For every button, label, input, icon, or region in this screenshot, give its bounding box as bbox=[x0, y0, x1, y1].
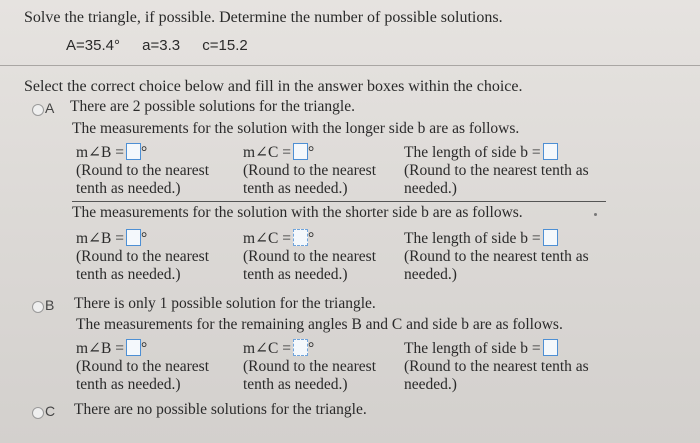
b-mC-group: m∠C = ° (Round to the nearest tenth as needed.) bbox=[243, 340, 377, 393]
given-side-a: a=3.3 bbox=[142, 37, 181, 54]
choice-b-statement: There is only 1 possible solution for the triangle. bbox=[74, 295, 376, 312]
b-mC-input[interactable] bbox=[293, 339, 308, 356]
b-side-label: The length of side b = bbox=[404, 340, 541, 357]
a-long-side-label: The length of side b = bbox=[404, 144, 541, 161]
choice-c-letter: C bbox=[45, 403, 56, 419]
a-long-side-input[interactable] bbox=[543, 143, 558, 160]
given-side-c: c=15.2 bbox=[202, 37, 248, 54]
choice-a-longer-header: The measurements for the solution with the longer side b are as follows. bbox=[72, 120, 520, 137]
stray-dot bbox=[594, 213, 597, 216]
given-values bbox=[66, 37, 266, 54]
a-short-side-input[interactable] bbox=[543, 229, 558, 246]
a-long-mB-label: m∠B = bbox=[76, 144, 124, 161]
given-angle-A: A=35.4° bbox=[66, 37, 120, 54]
choice-a-radio[interactable] bbox=[32, 104, 44, 116]
a-long-mB-group: m∠B = ° (Round to the nearest tenth as needed.) bbox=[76, 144, 210, 197]
a-short-side-label: The length of side b = bbox=[404, 230, 541, 247]
question-title: Solve the triangle, if possible. Determine the number of possible solutions. bbox=[24, 9, 503, 26]
choice-a-shorter-header: The measurements for the solution with the shorter side b are as follows. bbox=[72, 204, 523, 221]
b-mB-group: m∠B = ° (Round to the nearest tenth as needed.) bbox=[76, 340, 210, 393]
b-mB-label: m∠B = bbox=[76, 340, 124, 357]
b-mB-input[interactable] bbox=[126, 339, 141, 356]
choice-c-radio[interactable] bbox=[32, 407, 44, 419]
a-short-mB-group: m∠B = ° (Round to the nearest tenth as needed.) bbox=[76, 230, 210, 283]
choice-b-header: The measurements for the remaining angles B and C and side b are as follows. bbox=[76, 316, 563, 333]
choice-b-letter: B bbox=[45, 297, 55, 313]
a-long-mC-input[interactable] bbox=[293, 143, 308, 160]
b-side-input[interactable] bbox=[543, 339, 558, 356]
a-long-mC-label: m∠C = bbox=[243, 144, 291, 161]
section-divider bbox=[0, 65, 700, 66]
choice-a-separator bbox=[72, 201, 606, 202]
a-short-mB-label: m∠B = bbox=[76, 230, 124, 247]
b-side-group: The length of side b = (Round to the nearest tenth as needed.) bbox=[404, 340, 589, 393]
instruction-text: Select the correct choice below and fill in the answer boxes within the choice. bbox=[24, 78, 523, 95]
a-long-mC-group: m∠C = ° (Round to the nearest tenth as needed.) bbox=[243, 144, 377, 197]
a-short-side-group: The length of side b = (Round to the nearest tenth as needed.) bbox=[404, 230, 589, 283]
choice-a-letter: A bbox=[45, 100, 55, 116]
choice-b-radio[interactable] bbox=[32, 301, 44, 313]
a-short-mB-input[interactable] bbox=[126, 229, 141, 246]
a-short-mC-group: m∠C = ° (Round to the nearest tenth as needed.) bbox=[243, 230, 377, 283]
a-long-side-group: The length of side b = (Round to the nearest tenth as needed.) bbox=[404, 144, 589, 197]
a-short-mC-input[interactable] bbox=[293, 229, 308, 246]
choice-c-statement: There are no possible solutions for the triangle. bbox=[74, 401, 367, 418]
a-short-mC-label: m∠C = bbox=[243, 230, 291, 247]
b-mC-label: m∠C = bbox=[243, 340, 291, 357]
a-long-mB-input[interactable] bbox=[126, 143, 141, 160]
choice-a-statement: There are 2 possible solutions for the triangle. bbox=[70, 98, 355, 115]
